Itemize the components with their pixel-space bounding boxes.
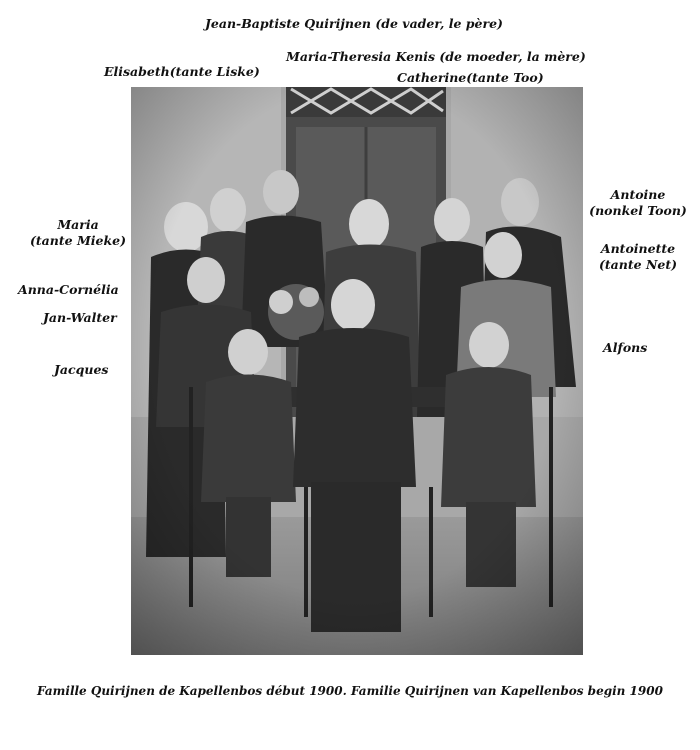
label-jacques: Jacques [54, 362, 109, 377]
label-maria-name: Maria [57, 217, 99, 232]
label-alfons: Alfons [603, 340, 648, 355]
label-jan-walter: Jan-Walter [43, 310, 117, 325]
photo-illustration [131, 87, 583, 655]
label-anna-cornelia: Anna-Cornélia [18, 282, 119, 297]
label-maria [26, 217, 130, 249]
label-catherine: Catherine(tante Too) [397, 70, 544, 85]
label-antoine-name: Antoine [610, 187, 666, 202]
label-father: Jean-Baptiste Quirijnen (de vader, le père) [205, 16, 503, 31]
label-antoine-nick: (nonkel Toon) [589, 203, 687, 218]
label-antoinette-name: Antoinette [600, 241, 676, 256]
label-mother: Maria-Theresia Kenis (de moeder, la mère) [286, 49, 586, 64]
family-photograph [131, 87, 583, 655]
label-maria-nick: (tante Mieke) [29, 233, 127, 248]
label-antoine [586, 187, 690, 219]
label-elisabeth: Elisabeth(tante Liske) [104, 64, 260, 79]
label-antoinette-nick: (tante Net) [598, 257, 678, 272]
photo-caption: Famille Quirijnen de Kapellenbos début 1900. Familie Quirijnen van Kapellenbos begin 1900 [37, 684, 663, 698]
label-antoinette [586, 241, 690, 273]
